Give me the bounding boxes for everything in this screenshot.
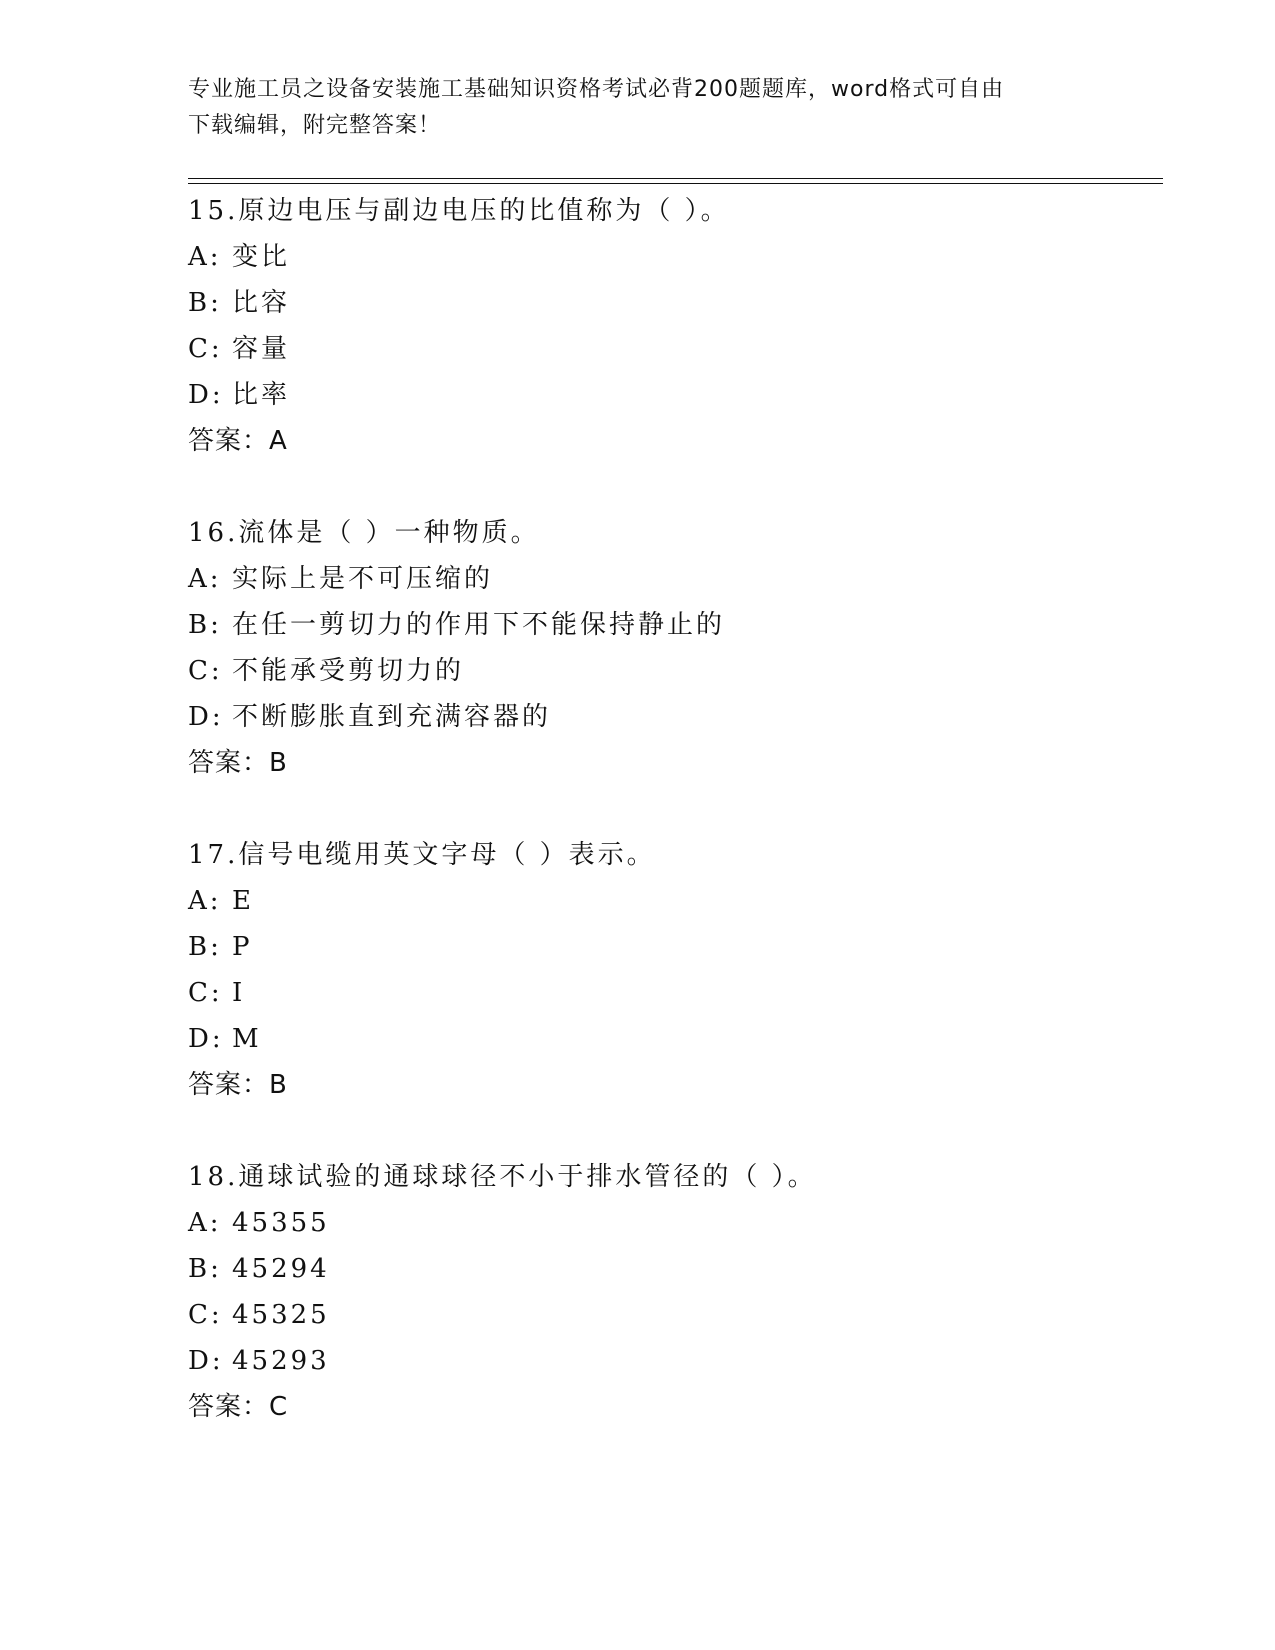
option-text: 容量 — [232, 334, 291, 364]
option-c — [188, 648, 1163, 694]
answer-line: 答案：B — [188, 1070, 288, 1100]
option-letter: B: — [188, 288, 222, 318]
answer-line: 答案：B — [188, 748, 288, 778]
question-15 — [188, 188, 1163, 464]
header-divider-bottom — [188, 183, 1163, 184]
option-text: 45294 — [232, 1254, 330, 1284]
option-b — [188, 1246, 1163, 1292]
option-text: I — [232, 978, 246, 1008]
question-stem: 17.信号电缆用英文字母（ ）表示。 — [188, 840, 656, 870]
option-a — [188, 1200, 1163, 1246]
option-b — [188, 924, 1163, 970]
option-letter: D: — [188, 1346, 224, 1376]
option-c — [188, 1292, 1163, 1338]
question-16 — [188, 510, 1163, 786]
option-letter: C: — [188, 1300, 223, 1330]
option-letter: D: — [188, 702, 224, 732]
option-letter: A: — [188, 242, 222, 272]
option-letter: C: — [188, 334, 223, 364]
option-letter: A: — [188, 564, 222, 594]
answer-line: 答案：C — [188, 1392, 289, 1422]
option-d — [188, 1338, 1163, 1384]
option-a — [188, 556, 1163, 602]
option-text: 比率 — [232, 380, 291, 410]
option-text: 45355 — [232, 1208, 330, 1238]
option-text: P — [232, 932, 253, 962]
option-a — [188, 878, 1163, 924]
option-text: 不能承受剪切力的 — [232, 656, 465, 686]
option-letter: D: — [188, 1024, 224, 1054]
option-c — [188, 970, 1163, 1016]
option-d — [188, 372, 1163, 418]
option-letter: C: — [188, 978, 223, 1008]
header-line-1: 专业施工员之设备安装施工基础知识资格考试必背200题题库，word格式可自由 — [188, 77, 1005, 102]
option-text: E — [232, 886, 254, 916]
option-b — [188, 602, 1163, 648]
header-divider-top — [188, 178, 1163, 179]
option-letter: D: — [188, 380, 224, 410]
option-text: M — [232, 1024, 262, 1054]
option-d — [188, 1016, 1163, 1062]
question-stem: 15.原边电压与副边电压的比值称为（ ）。 — [188, 196, 730, 226]
option-letter: A: — [188, 1208, 222, 1238]
document-header — [188, 72, 1088, 144]
option-text: 不断膨胀直到充满容器的 — [232, 702, 552, 732]
option-text: 变比 — [232, 242, 291, 272]
option-text: 45325 — [232, 1300, 330, 1330]
option-text: 在任一剪切力的作用下不能保持静止的 — [232, 610, 726, 640]
option-text: 比容 — [232, 288, 291, 318]
option-letter: B: — [188, 932, 222, 962]
option-letter: A: — [188, 886, 222, 916]
option-b — [188, 280, 1163, 326]
question-18 — [188, 1154, 1163, 1430]
option-d — [188, 694, 1163, 740]
option-text: 45293 — [232, 1346, 330, 1376]
option-c — [188, 326, 1163, 372]
option-letter: C: — [188, 656, 223, 686]
option-letter: B: — [188, 1254, 222, 1284]
answer-line: 答案：A — [188, 426, 288, 456]
option-letter: B: — [188, 610, 222, 640]
question-list — [188, 188, 1163, 1476]
option-text: 实际上是不可压缩的 — [232, 564, 494, 594]
question-stem: 16.流体是（ ）一种物质。 — [188, 518, 540, 548]
question-stem: 18.通球试验的通球球径不小于排水管径的（ ）。 — [188, 1162, 817, 1192]
header-line-2: 下载编辑，附完整答案！ — [188, 113, 442, 138]
question-17 — [188, 832, 1163, 1108]
option-a — [188, 234, 1163, 280]
